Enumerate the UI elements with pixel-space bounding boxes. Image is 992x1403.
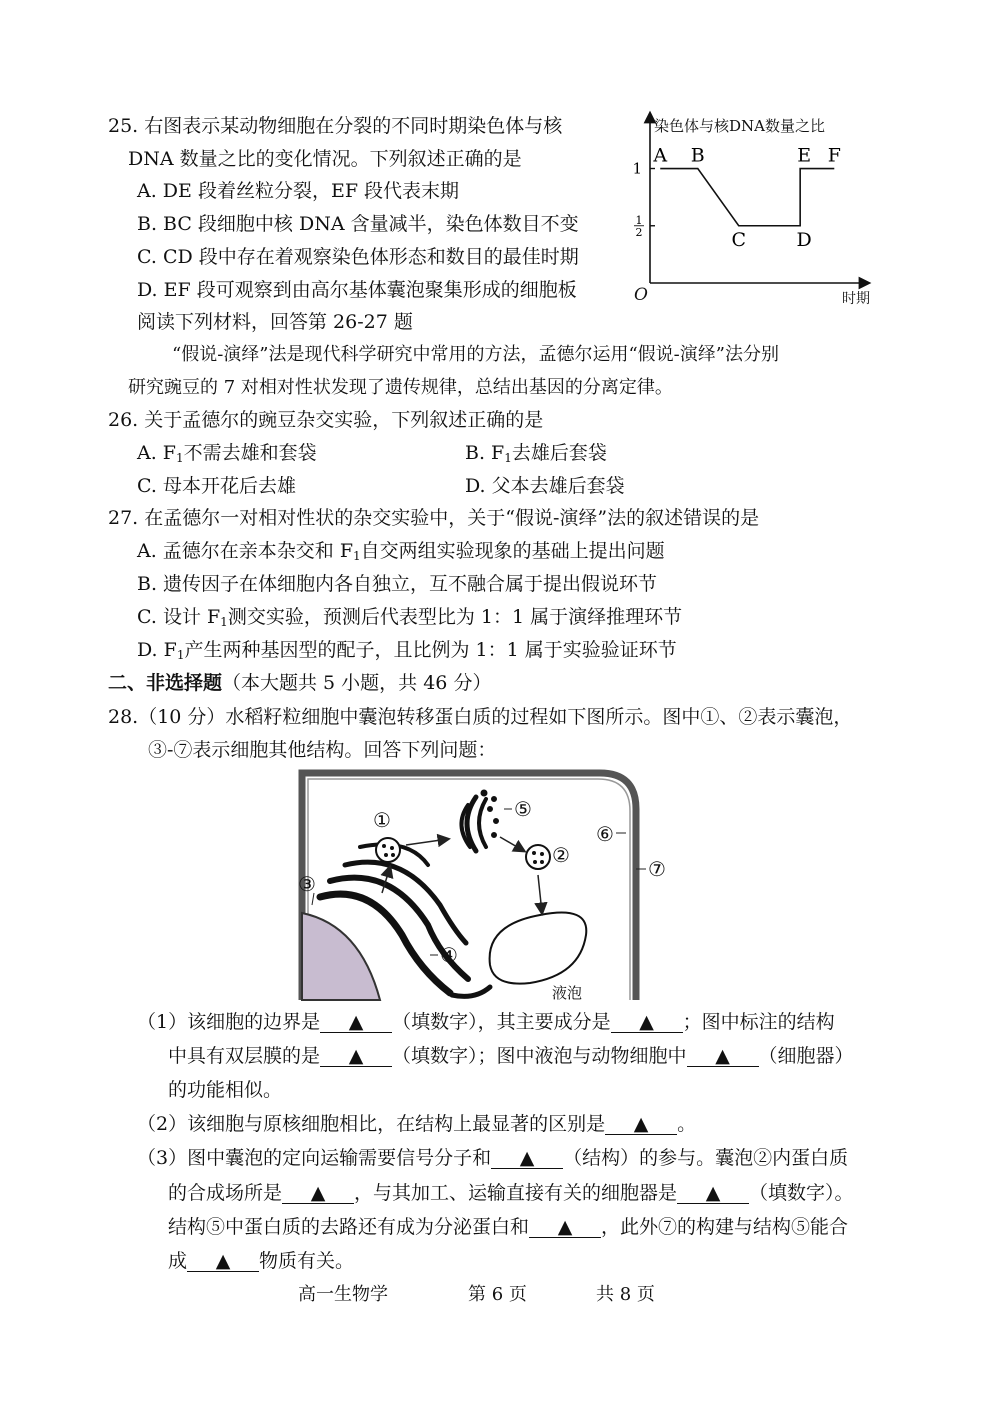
point-label-b: B <box>690 144 705 167</box>
q25-stem-line1: 25. 右图表示某动物细胞在分裂的不同时期染色体与核 <box>108 115 563 137</box>
q25-option-d: D. EF 段可观察到由高尔基体囊泡聚集形成的细胞板 <box>137 279 577 301</box>
answer-blank-organelle[interactable]: ▲ <box>687 1046 759 1067</box>
answer-blank-boundary[interactable]: ▲ <box>320 1012 392 1033</box>
svg-text:2: 2 <box>635 225 643 239</box>
answer-blank-substance[interactable]: ▲ <box>187 1251 259 1272</box>
q28-p3-line3: 结构⑤中蛋白质的去路还有成为分泌蛋白和 ▲ ，此外⑦的构建与结构⑤能合 <box>168 1216 849 1238</box>
point-label-c: C <box>731 228 747 251</box>
svg-text:1: 1 <box>635 213 643 227</box>
x-axis-label: 时期 <box>842 291 870 307</box>
answer-blank-structure[interactable]: ▲ <box>491 1148 563 1169</box>
label-4: ④ <box>440 943 458 967</box>
answer-blank-main-component[interactable]: ▲ <box>611 1012 683 1033</box>
q28-p1-line3: 的功能相似。 <box>168 1079 283 1101</box>
q27-stem: 27. 在孟德尔一对相对性状的杂交实验中，关于“假说-演绎”法的叙述错误的是 <box>108 507 760 529</box>
golgi-apparatus <box>461 790 498 851</box>
vacuole <box>490 913 587 984</box>
q25-option-c: C. CD 段中存在着观察染色体形态和数目的最佳时期 <box>137 246 579 268</box>
q27-option-c: C. 设计 $F_1$测交实验，预测后代表型比为 1：1 属于演绎推理环节 <box>137 606 683 629</box>
q26-option-d: D. 父本去雄后套袋 <box>465 475 625 497</box>
material-line1: “假说-演绎”法是现代科学研究中常用的方法，孟德尔运用“假说-演绎”法分别 <box>172 344 779 365</box>
label-7: ⑦ <box>648 857 666 881</box>
point-label-f: F <box>827 144 841 167</box>
q25-option-b: B. BC 段细胞中核 DNA 含量减半，染色体数目不变 <box>137 213 579 235</box>
label-1: ① <box>373 808 391 832</box>
q28-p1-line2: 中具有双层膜的是 ▲ （填数字）；图中液泡与动物细胞中 ▲ （细胞器） <box>168 1045 854 1067</box>
footer-subject: 高一生物学 <box>298 1284 388 1305</box>
q25-stem-line2: DNA 数量之比的变化情况。下列叙述正确的是 <box>128 148 522 170</box>
q26-option-b: B. $F_1$去雄后套袋 <box>465 442 607 465</box>
answer-blank-synthesis-site[interactable]: ▲ <box>282 1183 354 1204</box>
q27-option-d: D. $F_1$产生两种基因型的配子，且比例为 1：1 属于实验验证环节 <box>137 639 677 662</box>
y-tick-label-0: 1 <box>632 159 642 178</box>
label-3: ③ <box>298 872 316 896</box>
vesicle-2 <box>526 845 550 869</box>
nucleus <box>302 913 380 1000</box>
q28-stem-line1: 28.（10 分）水稻籽粒细胞中囊泡转移蛋白质的过程如下图所示。图中①、②表示囊泡， <box>108 706 853 728</box>
section2-note: （本大题共 5 小题，共 46 分） <box>222 672 492 694</box>
label-2: ② <box>552 843 570 867</box>
material-line2: 研究豌豆的 7 对相对性状发现了遗传规律，总结出基因的分离定律。 <box>128 377 673 398</box>
label-vacuole: 液泡 <box>552 984 583 1002</box>
label-6: ⑥ <box>596 822 614 846</box>
answer-blank-protein-fate[interactable]: ▲ <box>529 1217 601 1238</box>
q28-p3-line2: 的合成场所是 ▲ ，与其加工、运输直接有关的细胞器是 ▲ （填数字）。 <box>168 1182 854 1204</box>
section2-title: 二、非选择题 <box>108 672 223 694</box>
q26-stem: 26. 关于孟德尔的豌豆杂交实验，下列叙述正确的是 <box>108 409 544 431</box>
origin-label: O <box>634 285 648 305</box>
reading-intro: 阅读下列材料，回答第 26-27 题 <box>137 311 413 333</box>
vesicle-1 <box>376 838 400 862</box>
q26-option-a: A. $F_1$不需去雄和套袋 <box>137 442 317 465</box>
q28-p2: （2）该细胞与原核细胞相比，在结构上最显著的区别是 ▲ 。 <box>137 1113 697 1135</box>
y-tick-label-1 <box>634 214 644 239</box>
point-label-d: D <box>796 228 812 251</box>
ratio-series-line <box>660 169 834 226</box>
label-5: ⑤ <box>514 797 532 821</box>
footer-page: 第 6 页 <box>468 1284 527 1305</box>
answer-blank-difference[interactable]: ▲ <box>605 1114 677 1135</box>
q28-p1-line1: （1）该细胞的边界是 ▲ （填数字），其主要成分是 ▲ ；图中标注的结构 <box>137 1011 835 1033</box>
footer-total: 共 8 页 <box>596 1284 655 1305</box>
q25-option-a: A. DE 段着丝粒分裂，EF 段代表末期 <box>137 180 460 202</box>
q27-option-b: B. 遗传因子在体细胞内各自独立，互不融合属于提出假说环节 <box>137 573 658 595</box>
q28-p3-line1: （3）图中囊泡的定向运输需要信号分子和 ▲ （结构）的参与。囊泡②内蛋白质 <box>137 1147 849 1169</box>
point-label-a: A <box>653 144 668 167</box>
q26-option-c: C. 母本开花后去雄 <box>137 475 296 497</box>
y-axis-label: 染色体与核DNA数量之比 <box>654 117 825 135</box>
q28-p3-line4: 成 ▲ 物质有关。 <box>168 1250 355 1272</box>
vesicle-transport-diagram <box>290 765 700 1005</box>
answer-blank-processing-organelles[interactable]: ▲ <box>677 1183 749 1204</box>
q27-option-a: A. 孟德尔在亲本杂交和 $F_1$自交两组实验现象的基础上提出问题 <box>137 540 665 563</box>
point-label-e: E <box>797 144 812 167</box>
section2-heading <box>108 671 491 695</box>
answer-blank-double-membrane[interactable]: ▲ <box>320 1046 392 1067</box>
q28-stem-line2: ③-⑦表示细胞其他结构。回答下列问题： <box>148 739 497 761</box>
ratio-line-chart <box>620 105 890 310</box>
